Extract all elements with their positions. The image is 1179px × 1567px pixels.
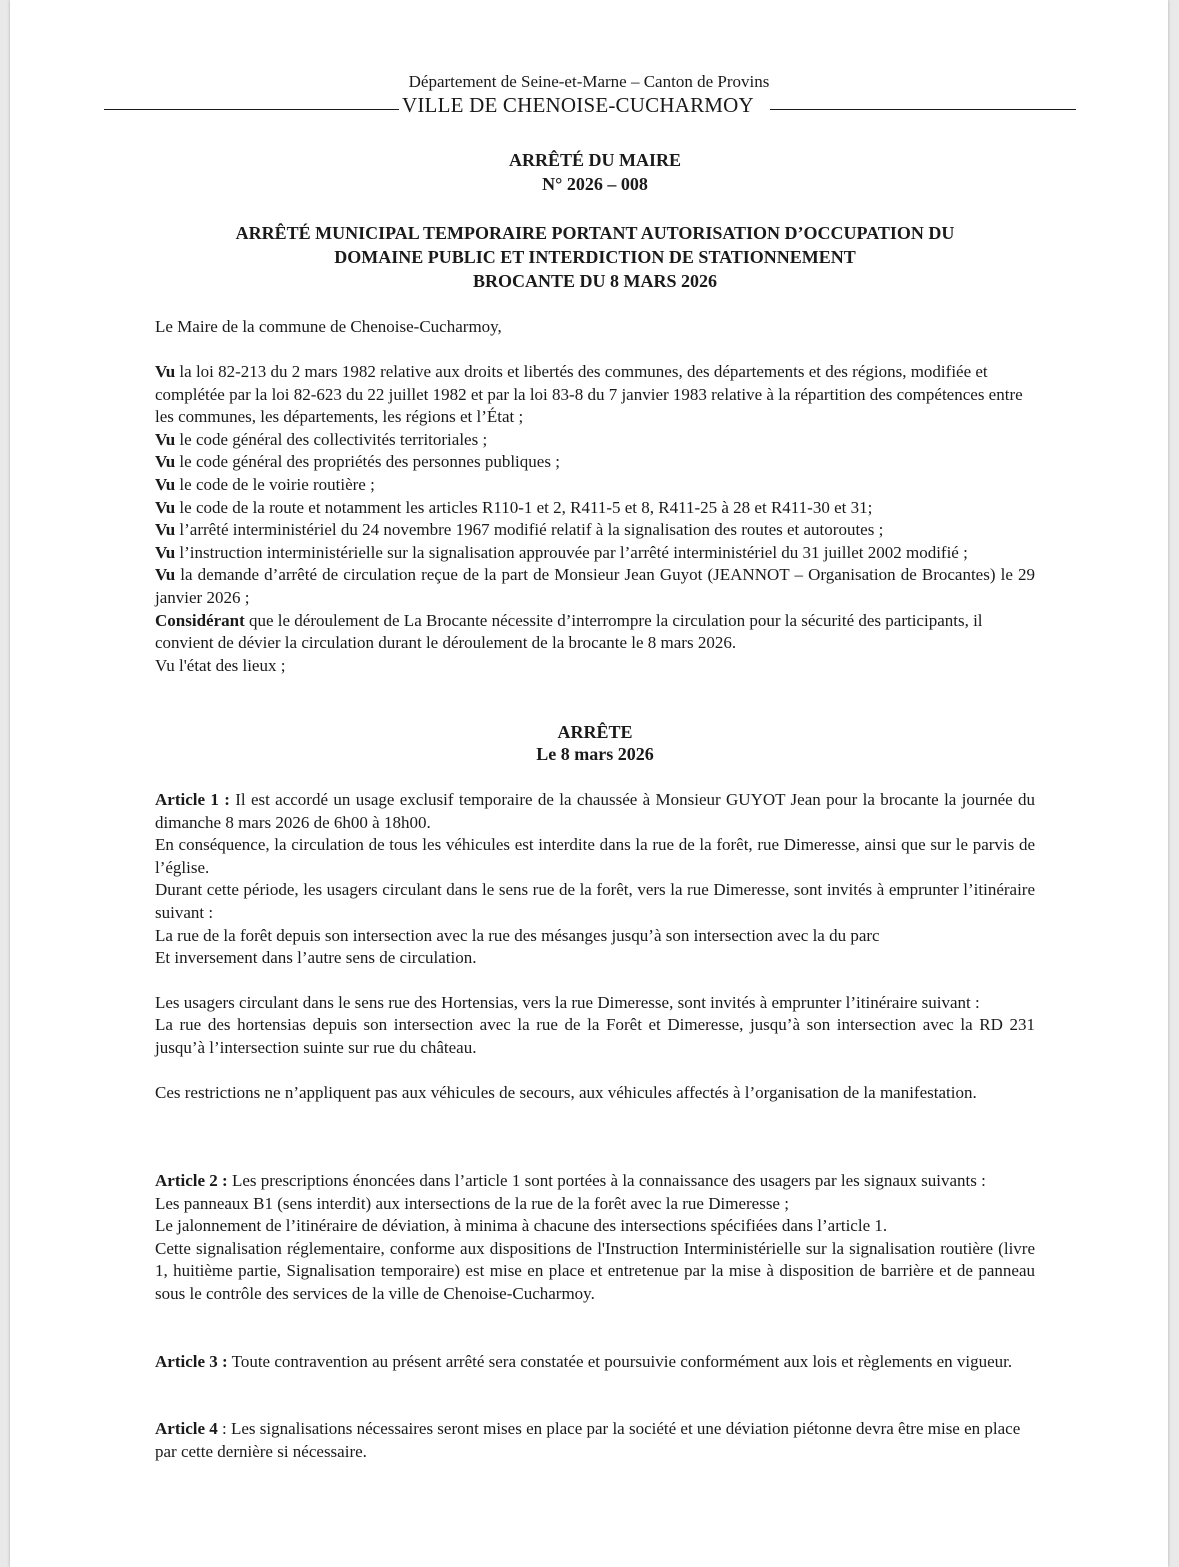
visa-item: Vu l'état des lieux ; [155, 655, 286, 675]
title-line-3: BROCANTE DU 8 MARS 2026 [472, 271, 717, 291]
article-1-paragraph: Ces restrictions ne n’appliquent pas aux véhicules de secours, aux véhicules affectés à l’organisation de la manifestation. [155, 1082, 977, 1102]
visa-item: Vu le code de le voirie routière ; [155, 474, 375, 494]
arrete-heading: ARRÊTÉ DU MAIRE [508, 150, 681, 170]
intro-text [155, 316, 1035, 339]
article-1-paragraph: Et inversement dans l’autre sens de circulation. [155, 948, 477, 968]
header-rule-left [104, 109, 399, 110]
header-rule-right [770, 109, 1076, 110]
city-header-row [104, 93, 1074, 121]
article-3-text: Article 3 : Toute contravention au présent arrêté sera constatée et poursuivie conformément aux lois et règlements en vigueur. [155, 1352, 1013, 1371]
article-1-paragraph: En conséquence, la circulation de tous les véhicules est interdite dans la rue de la forêt, rue Dimeresse, ainsi que sur le parvis de l’église. [155, 835, 1035, 877]
visa-item: Vu le code de la route et notamment les articles R110-1 et 2, R411-5 et 8, R411-25 à 28 et R411-30 et 31; [155, 497, 873, 517]
considerant-item: Considérant que le déroulement de La Brocante nécessite d’interrompre la circulation pour la sécurité des participants, il convient de dévier la circulation durant le déroulement de la brocante le 8 mars 2026. [155, 610, 983, 653]
arrete-number: N° 2026 – 008 [542, 174, 648, 194]
article-4 [155, 1418, 1035, 1463]
visa-item: Vu l’instruction interministérielle sur la signalisation approuvée par l’arrêté interministériel du 31 juillet 2002 modifié ; [155, 542, 968, 562]
decision-heading [0, 721, 1179, 765]
decision-date: Le 8 mars 2026 [536, 744, 654, 764]
article-2-intro: Article 2 : Les prescriptions énoncées dans l’article 1 sont portées à la connaissance des usagers par les signaux suivants : [155, 1171, 986, 1190]
department-header: Département de Seine-et-Marne – Canton de Provins [408, 72, 770, 91]
article-4-text: Article 4 : Les signalisations nécessaires seront mises en place par la société et une déviation piétonne devra être mise en place par cette dernière si nécessaire. [155, 1419, 1021, 1461]
article-1-paragraph: Les usagers circulant dans le sens rue des Hortensias, vers la rue Dimeresse, sont invités à emprunter l’itinéraire suivant : [155, 992, 980, 1012]
article-2-paragraph: Cette signalisation réglementaire, conforme aux dispositions de l'Instruction Interministérielle sur la signalisation routière (livre 1, huitième partie, Signalisation temporaire) est mise en place et entretenue par la mise à disposition de barrière et de panneau sous le contrôle des services de la ville de Chenoise-Cucharmoy. [155, 1238, 1035, 1303]
decision-title: ARRÊTE [557, 722, 633, 742]
article-2-paragraph: Les panneaux B1 (sens interdit) aux intersections de la rue de la forêt avec la rue Dimeresse ; [155, 1193, 789, 1213]
visa-item: Vu l’arrêté interministériel du 24 novembre 1967 modifié relatif à la signalisation des routes et autoroutes ; [155, 520, 884, 540]
title-line-1: ARRÊTÉ MUNICIPAL TEMPORAIRE PORTANT AUTORISATION D’OCCUPATION DU [235, 223, 955, 243]
document-title [0, 221, 1179, 293]
article-1-intro: Article 1 : Il est accordé un usage exclusif temporaire de la chaussée à Monsieur GUYOT Jean pour la brocante la journée du dimanche 8 mars 2026 de 6h00 à 18h00. [155, 790, 1035, 832]
article-1-paragraph: Durant cette période, les usagers circulant dans le sens rue de la forêt, vers la rue Dimeresse, sont invités à emprunter l’itinéraire suivant : [155, 880, 1035, 922]
visa-item: Vu le code général des propriétés des personnes publiques ; [155, 452, 560, 472]
title-line-2: DOMAINE PUBLIC ET INTERDICTION DE STATIONNEMENT [334, 247, 856, 267]
article-1-paragraph: La rue des hortensias depuis son intersection avec la rue de la Forêt et Dimeresse, jusqu’à son intersection avec la RD 231 jusqu’à l’intersection suinte sur rue du château. [155, 1015, 1035, 1057]
article-2-paragraph: Le jalonnement de l’itinéraire de déviation, à minima à chacune des intersections spécifiées dans l’article 1. [155, 1216, 888, 1236]
visa-item: Vu la loi 82-213 du 2 mars 1982 relative aux droits et libertés des communes, des départements et des régions, modifiée et complétée par la loi 82-623 du 22 juillet 1982 et par la loi 83-8 du 7 janvier 1983 relative à la répartition des compétences entre les communes, les départements, les régions et l’État ; [155, 362, 1023, 427]
article-3 [155, 1351, 1035, 1374]
visa-item: Vu le code général des collectivités territoriales ; [155, 429, 488, 449]
city-name: VILLE DE CHENOISE-CUCHARMOY [402, 93, 754, 117]
article-2 [155, 1170, 1035, 1306]
intro-line: Le Maire de la commune de Chenoise-Cucharmoy, [155, 317, 502, 336]
visas-block [155, 361, 1035, 677]
article-1-paragraph: La rue de la forêt depuis son intersection avec la rue des mésanges jusqu’à son intersection avec la du parc [155, 925, 880, 945]
visa-item: Vu la demande d’arrêté de circulation reçue de la part de Monsieur Jean Guyot (JEANNOT – Organisation de Brocantes) le 29 janvier 2026 ; [155, 565, 1035, 607]
article-1 [155, 789, 1035, 1104]
